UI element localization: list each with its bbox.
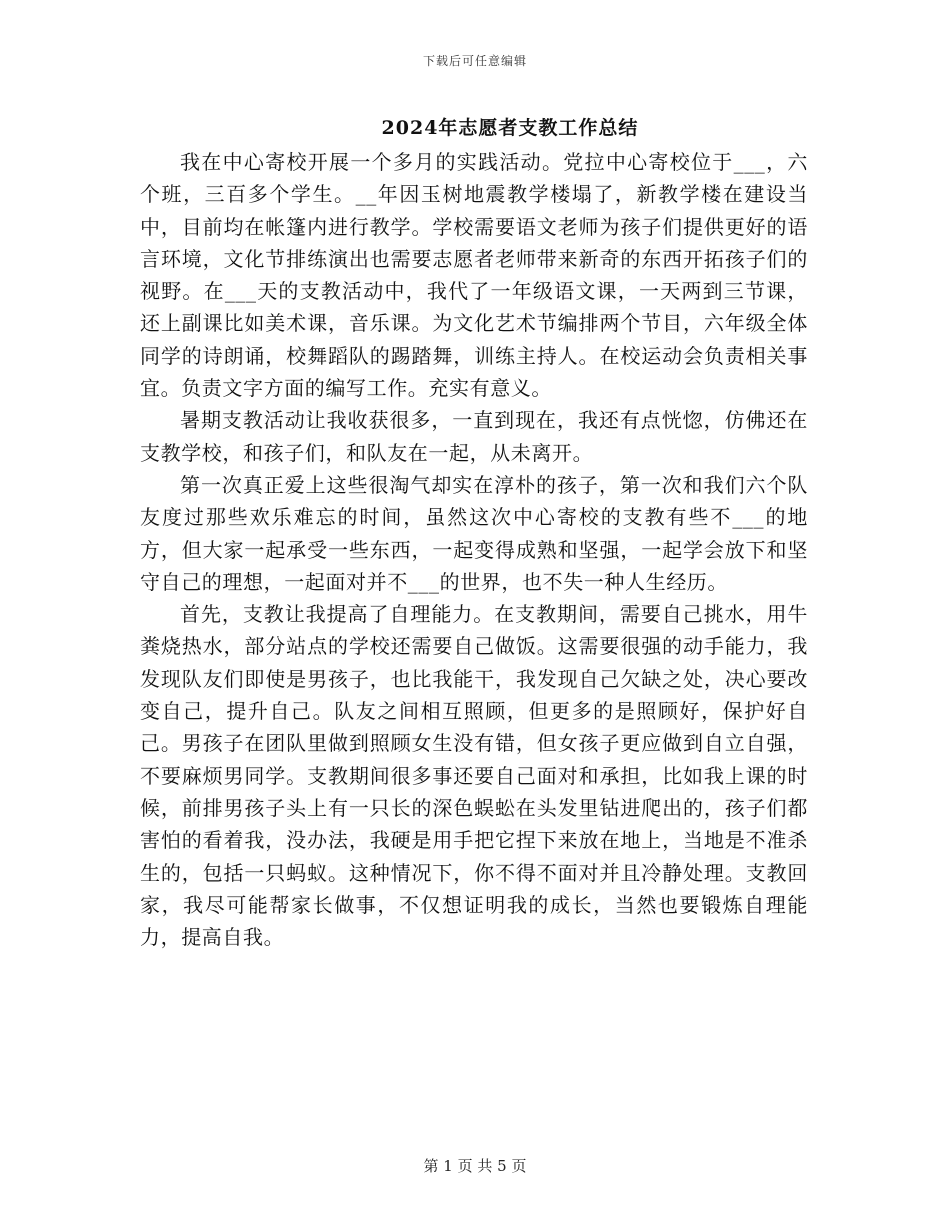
paragraph: 暑期支教活动让我收获很多，一直到现在，我还有点恍惚，仿佛还在支教学校，和孩子们，和队友在一起，从未离开。 bbox=[140, 408, 808, 465]
paragraph: 第一次真正爱上这些很淘气却实在淳朴的孩子，第一次和我们六个队友度过那些欢乐难忘的时间，虽然这次中心寄校的支教有些不___的地方，但大家一起承受一些东西，一起变得成熟和坚强，一起学会放下和坚守自己的理想，一起面对并不___的世界，也不失一种人生经历。 bbox=[140, 472, 808, 594]
document-title: 2024年志愿者支教工作总结 bbox=[381, 117, 639, 139]
header-note: 下载后可任意编辑 bbox=[422, 54, 527, 68]
paragraph: 首先，支教让我提高了自理能力。在支教期间，需要自己挑水，用牛粪烧热水，部分站点的学校还需要自己做饭。这需要很强的动手能力，我发现队友们即使是男孩子，也比我能干，我发现自己欠缺之处，决心要改变自己，提升自己。队友之间相互照顾，但更多的是照顾好，保护好自己。男孩子在团队里做到照顾女生没有错，但女孩子更应做到自立自强，不要麻烦男同学。支教期间很多事还要自己面对和承担，比如我上课的时候，前排男孩子头上有一只长的深色蜈蚣在头发里钻进爬出的，孩子们都害怕的看着我，没办法，我硬是用手把它捏下来放在地上，当地是不准杀生的，包括一只蚂蚁。这种情况下，你不得不面对并且冷静处理。支教回家，我尽可能帮家长做事，不仅想证明我的成长，当然也要锻炼自理能力，提高自我。 bbox=[140, 602, 808, 950]
page-indicator: 第 1 页 共 5 页 bbox=[423, 1157, 527, 1175]
document-body bbox=[140, 146, 808, 953]
paragraph: 我在中心寄校开展一个多月的实践活动。党拉中心寄校位于___，六个班，三百多个学生。__年因玉树地震教学楼塌了，新教学楼在建设当中，目前均在帐篷内进行教学。学校需要语文老师为孩子们提供更好的语言环境，文化节排练演出也需要志愿者老师带来新奇的东西开拓孩子们的视野。在___天的支教活动中，我代了一年级语文课，一天两到三节课，还上副课比如美术课，音乐课。为文化艺术节编排两个节目，六年级全体同学的诗朗诵，校舞蹈队的踢踏舞，训练主持人。在校运动会负责相关事宜。负责文字方面的编写工作。充实有意义。 bbox=[140, 150, 808, 401]
